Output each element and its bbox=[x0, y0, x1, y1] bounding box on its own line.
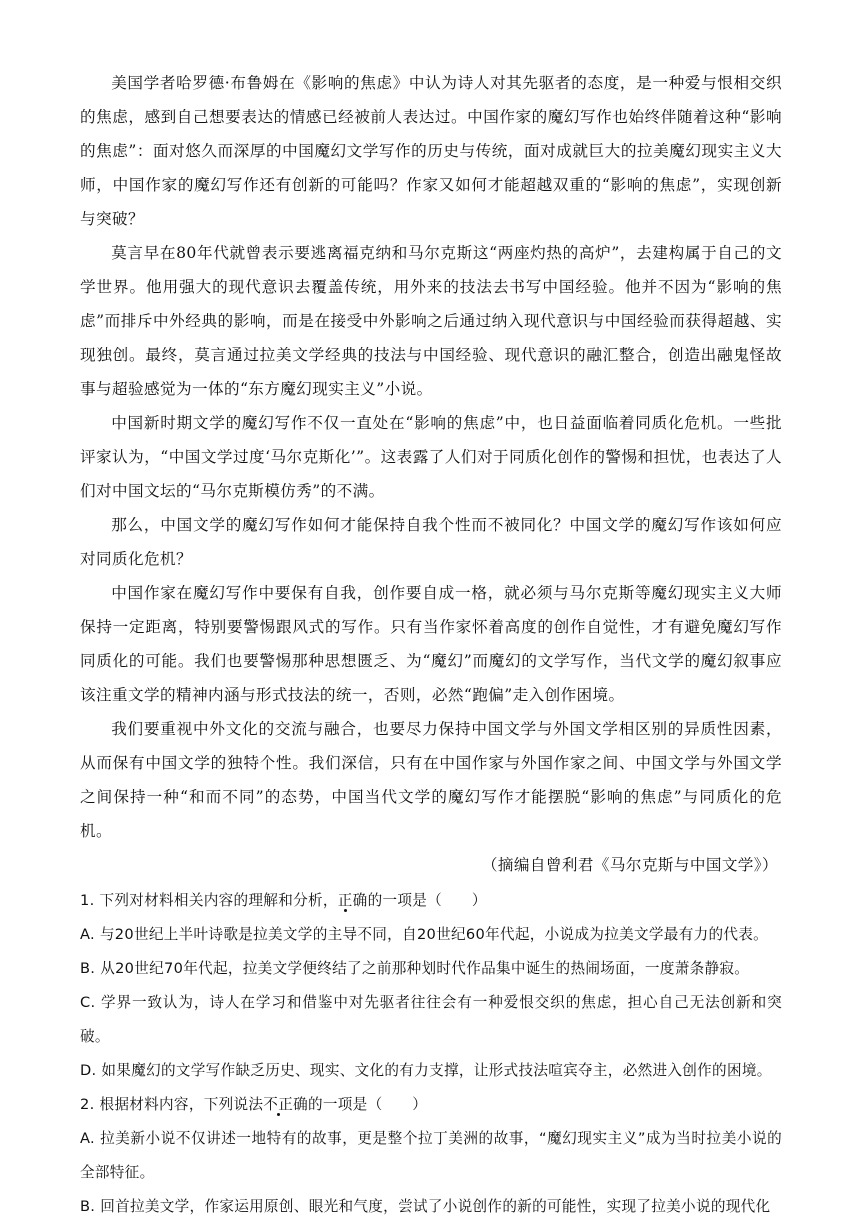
question-1-stem bbox=[80, 884, 782, 918]
article-paragraph: 我们要重视中外文化的交流与融合，也要尽力保持中国文学与外国文学相区别的异质性因素，从而保有中国文学的独特个性。我们深信，只有在中国作家与外国作家之间、中国文学与外国文学之间保持一种“和而不同”的态势，中国当代文学的魔幻写作才能摆脱“影响的焦虑”与同质化的危机。 bbox=[80, 720, 782, 840]
question-2-stem bbox=[80, 1088, 782, 1122]
question-2-option-a: A. 拉美新小说不仅讲述一地特有的故事，更是整个拉丁美洲的故事，“魔幻现实主义”成为当时拉美小说的全部特征。 bbox=[80, 1130, 782, 1181]
question-2-stem-end: 确的一项是（ ） bbox=[293, 1096, 428, 1113]
reading-material bbox=[80, 66, 782, 882]
question-1-option-b: B. 从20世纪70年代起，拉美文学便终结了之前那种划时代作品集中诞生的热闹场面，一度萧条静寂。 bbox=[80, 960, 750, 977]
question-1-stem-start: 1. 下列对材料相关内容的理解和分析， bbox=[80, 892, 338, 909]
article-paragraph: 美国学者哈罗德·布鲁姆在《影响的焦虑》中认为诗人对其先驱者的态度，是一种爱与恨相交织的焦虑，感到自己想要表达的情感已经被前人表达过。中国作家的魔幻写作也始终伴随着这种“影响的焦虑”：面对悠久而深厚的中国魔幻文学写作的历史与传统，面对成就巨大的拉美魔幻现实主义大师，中国作家的魔幻写作还有创新的可能吗？作家又如何才能超越双重的“影响的焦虑”，实现创新与突破？ bbox=[80, 74, 782, 228]
article-paragraph: 那么，中国文学的魔幻写作如何才能保持自我个性而不被同化？中国文学的魔幻写作该如何应对同质化危机？ bbox=[80, 516, 782, 568]
question-2-option-b: B. 回首拉美文学，作家运用原创、眼光和气度，尝试了小说创作的新的可能性，实现了拉美小说的现代化 bbox=[80, 1198, 771, 1215]
question-2-stem-start: 2. 根据材料内容，下列说法 bbox=[80, 1096, 264, 1113]
article-paragraph: 中国新时期文学的魔幻写作不仅一直处在“影响的焦虑”中，也日益面临着同质化危机。一些批评家认为，“中国文学过度‘马尔克斯化’”。这表露了人们对于同质化创作的警惕和担忧，也表达了人们对中国文坛的“马尔克斯模仿秀”的不满。 bbox=[80, 414, 782, 500]
article-source: （摘编自曾利君《马尔克斯与中国文学》） bbox=[481, 856, 778, 874]
question-1-stem-end: 确的一项是（ ） bbox=[352, 892, 487, 909]
emphasis-dot-text: 不正 bbox=[263, 1096, 294, 1113]
question-1-option-d: D. 如果魔幻的文学写作缺乏历史、现实、文化的有力支撑，让形式技法喧宾夺主，必然进入创作的困境。 bbox=[80, 1062, 772, 1079]
article-paragraph: 中国作家在魔幻写作中要保有自我，创作要自成一格，就必须与马尔克斯等魔幻现实主义大师保持一定距离，特别要警惕跟风式的写作。只有当作家怀着高度的创作自觉性，才有避免魔幻写作同质化的可能。我们也要警惕那种思想匮乏、为“魔幻”而魔幻的文学写作，当代文学的魔幻叙事应该注重文学的精神内涵与形式技法的统一，否则，必然“跑偏”走入创作困境。 bbox=[80, 584, 782, 704]
emphasis-dot-text: 正 bbox=[337, 892, 353, 909]
question-list bbox=[80, 884, 782, 1224]
article-paragraph: 莫言早在80年代就曾表示要逃离福克纳和马尔克斯这“两座灼热的高炉”，去建构属于自己的文学世界。他用强大的现代意识去覆盖传统，用外来的技法去书写中国经验。他并不因为“影响的焦虑”而排斥中外经典的影响，而是在接受中外影响之后通过纳入现代意识与中国经验而获得超越、实现独创。最终，莫言通过拉美文学经典的技法与中国经验、现代意识的融汇整合，创造出融鬼怪故事与超验感觉为一体的“东方魔幻现实主义”小说。 bbox=[80, 244, 782, 398]
question-1-option-a: A. 与20世纪上半叶诗歌是拉美文学的主导不同，自20世纪60年代起，小说成为拉美文学最有力的代表。 bbox=[80, 926, 769, 943]
question-1-option-c: C. 学界一致认为，诗人在学习和借鉴中对先驱者往往会有一种爱恨交织的焦虑，担心自己无法创新和突破。 bbox=[80, 994, 782, 1045]
